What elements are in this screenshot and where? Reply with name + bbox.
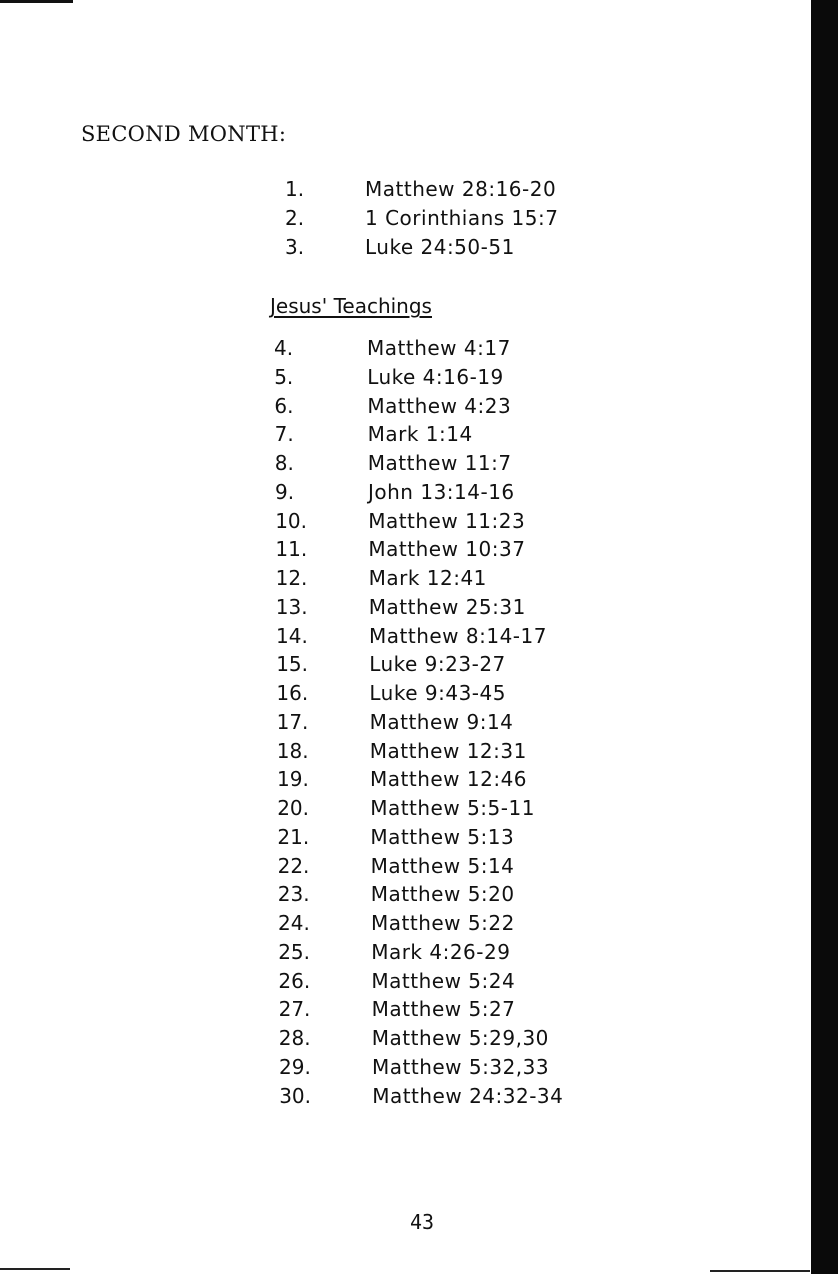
entry-number: 29. [279, 1054, 311, 1079]
entry-number: 8. [274, 451, 294, 475]
page-number: 43 [410, 1210, 435, 1234]
entry-number: 12. [275, 566, 308, 590]
entry-number: 15. [276, 652, 308, 677]
bottom-rule-right [710, 1270, 810, 1272]
scripture-reference: Luke 24:50-51 [365, 235, 515, 260]
scripture-reference: Matthew 28:16-20 [365, 177, 557, 201]
entry-number: 9. [275, 479, 295, 504]
entry-number: 16. [276, 681, 309, 705]
scripture-reference: Matthew 5:14 [370, 853, 515, 878]
entry-number: 6. [274, 393, 294, 418]
entry-number: 1. [285, 177, 305, 201]
scripture-reference: Matthew 5:27 [371, 997, 516, 1022]
entry-number: 18. [276, 738, 309, 763]
entry-number: 23. [277, 882, 310, 907]
scripture-reference: Matthew 10:37 [368, 537, 526, 562]
scripture-reference: Matthew 11:23 [368, 508, 526, 533]
top-rule [0, 0, 73, 3]
entry-number: 21. [277, 824, 310, 849]
scripture-reference: Matthew 24:32-34 [372, 1083, 564, 1108]
scripture-reference: Mark 1:14 [367, 422, 473, 447]
scripture-reference: Matthew 12:46 [370, 767, 528, 792]
month-heading: SECOND MONTH: [81, 122, 287, 146]
entry-number: 17. [276, 709, 309, 734]
entry-number: 27. [278, 997, 311, 1022]
entry-number: 7. [274, 422, 294, 447]
scripture-reference: Matthew 5:32,33 [372, 1054, 550, 1079]
scripture-reference: Matthew 4:17 [367, 336, 511, 360]
entry-number: 20. [277, 796, 309, 820]
scripture-reference: Matthew 12:31 [369, 738, 527, 763]
scripture-reference: Matthew 8:14-17 [369, 623, 547, 648]
entry-number: 24. [278, 911, 310, 935]
entry-number: 22. [277, 853, 310, 878]
scripture-reference: Luke 9:23-27 [369, 652, 506, 677]
scripture-reference: Matthew 9:14 [369, 709, 514, 734]
scripture-reference: Matthew 5:5-11 [370, 796, 535, 820]
scripture-reference: 1 Corinthians 15:7 [365, 206, 559, 231]
entry-number: 26. [278, 968, 311, 993]
scripture-reference: Luke 4:16-19 [367, 364, 504, 389]
entry-number: 28. [278, 1026, 311, 1050]
entry-number: 13. [275, 594, 308, 619]
scripture-reference: Matthew 5:24 [371, 968, 516, 993]
scripture-reference: John 13:14-16 [368, 479, 515, 504]
entry-number: 2. [285, 206, 305, 231]
entry-number: 5. [274, 364, 294, 389]
entry-number: 4. [274, 336, 294, 360]
scripture-reference: Matthew 5:22 [371, 911, 515, 935]
scripture-reference: Mark 4:26-29 [371, 939, 511, 964]
section-title: Jesus' Teachings [270, 294, 432, 318]
scripture-reference: Mark 12:41 [368, 566, 487, 590]
scripture-reference: Matthew 5:29,30 [371, 1026, 549, 1050]
scripture-reference: Matthew 4:23 [367, 393, 512, 418]
entry-number: 14. [276, 623, 308, 648]
scripture-reference: Matthew 5:20 [370, 882, 515, 907]
scripture-reference: Luke 9:43-45 [369, 681, 506, 705]
page-edge-shadow [811, 0, 838, 1274]
entry-number: 3. [285, 235, 305, 260]
scripture-reference: Matthew 25:31 [368, 594, 526, 619]
bottom-rule-left [0, 1268, 70, 1270]
entry-number: 10. [275, 508, 307, 533]
scripture-reference: Matthew 5:13 [370, 824, 515, 849]
entry-number: 30. [279, 1083, 311, 1108]
entry-number: 11. [275, 537, 308, 562]
entry-number: 19. [277, 767, 309, 792]
scripture-reference: Matthew 11:7 [367, 451, 512, 475]
entry-number: 25. [278, 939, 310, 964]
